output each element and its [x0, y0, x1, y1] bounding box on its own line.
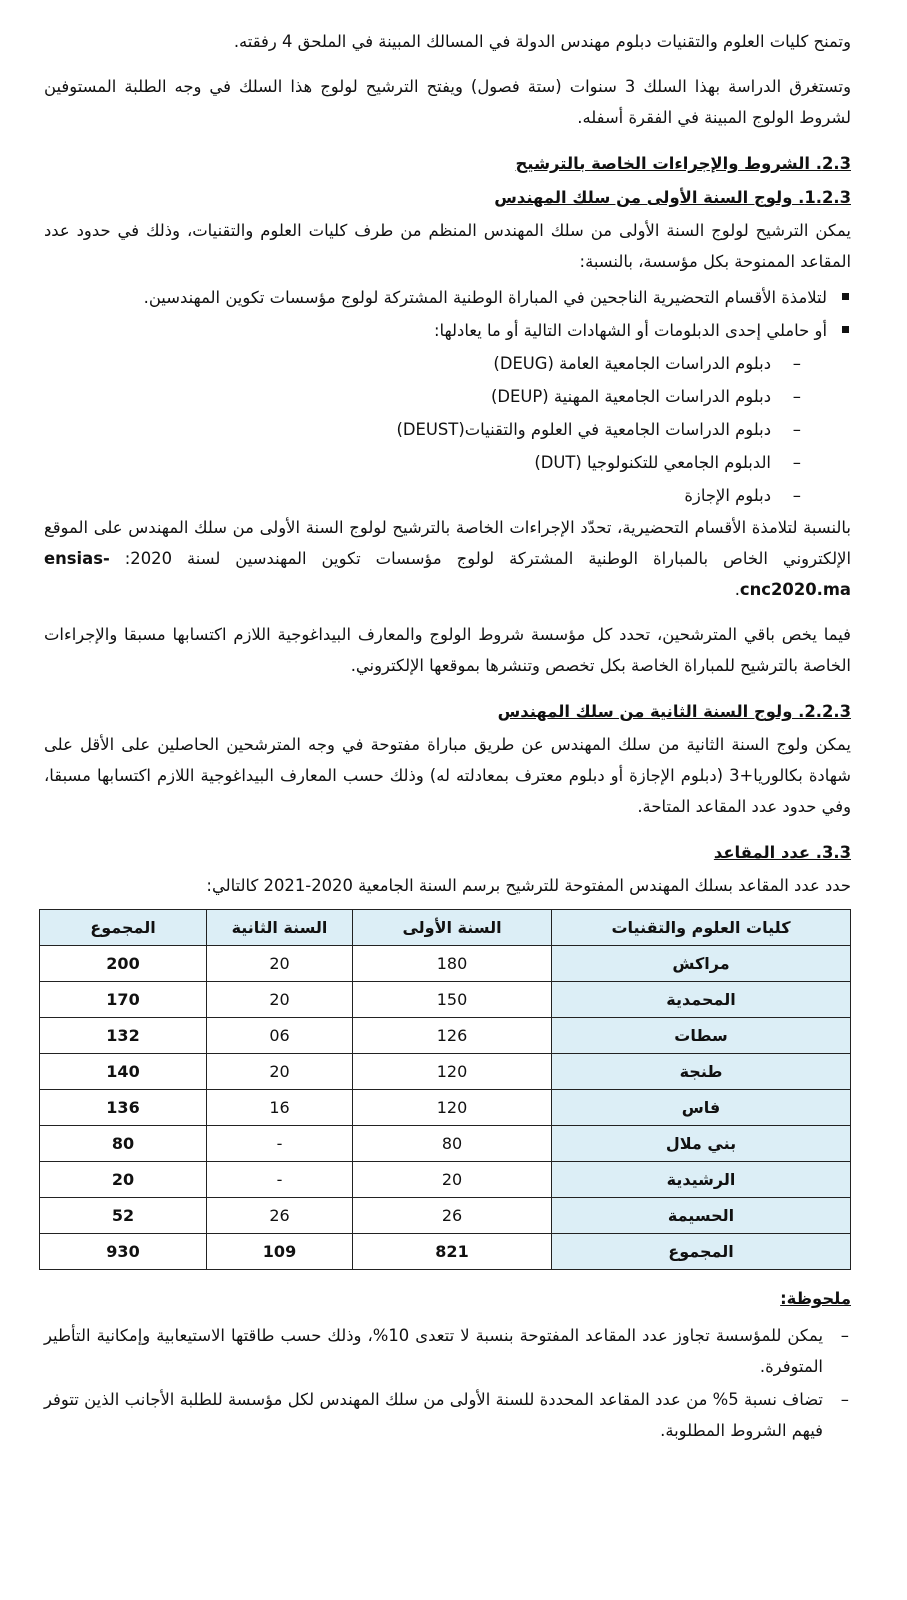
- other-candidates-paragraph: فيما يخص باقي المترشحين، تحدد كل مؤسسة شروط الولوج والمعارف البيداغوجية اللازم اكتسابها مسبقا والإجراءات الخاصة بالترشيح للمباراة الخاصة بكل تخصص وتنشرها بموقعها الإلكتروني.: [44, 625, 851, 675]
- column-header: السنة الأولى: [353, 910, 552, 946]
- diploma-item: – دبلوم الإجازة: [44, 479, 771, 512]
- table-row: [40, 1198, 851, 1234]
- table-header-row: [40, 910, 851, 946]
- seats-table: [39, 909, 851, 1270]
- first-year-seats: 20: [353, 1162, 552, 1198]
- first-year-paragraph: يمكن الترشيح لولوج السنة الأولى من سلك المهندس المنظم من طرف كليات العلوم والتقنيات، وذلك في حدود عدد المقاعد الممنوحة بكل مؤسسة، بالنسبة:: [44, 221, 851, 271]
- total-seats: 80: [40, 1126, 207, 1162]
- eligibility-item: لتلامذة الأقسام التحضيرية الناجحين في المباراة الوطنية المشتركة لولوج مؤسسات تكوين المهندسين.: [44, 281, 827, 314]
- faculty-name: بني ملال: [552, 1126, 851, 1162]
- first-year-seats: 80: [353, 1126, 552, 1162]
- table-row: [40, 1018, 851, 1054]
- subsection-heading-second-year: 2.2.3. ولوج السنة الثانية من سلك المهندس: [497, 702, 851, 721]
- table-row: [40, 1126, 851, 1162]
- total-seats: 140: [40, 1054, 207, 1090]
- total-seats: 200: [40, 946, 207, 982]
- subsection-heading-first-year: 1.2.3. ولوج السنة الأولى من سلك المهندس: [494, 188, 851, 207]
- second-year-seats: -: [207, 1162, 353, 1198]
- note-item: – يمكن للمؤسسة تجاوز عدد المقاعد المفتوحة بنسبة لا تتعدى 10%، وذلك حسب طاقتها الاستيعابية وإمكانية التأطير المتوفرة.: [44, 1320, 823, 1382]
- seats-intro: حدد عدد المقاعد بسلك المهندس المفتوحة للترشيح برسم السنة الجامعية 2020-2021 كالتالي:: [206, 876, 851, 895]
- second-year-seats: 20: [207, 1054, 353, 1090]
- table-row: [40, 946, 851, 982]
- first-year-seats: 150: [353, 982, 552, 1018]
- prep-classes-paragraph: بالنسبة لتلامذة الأقسام التحضيرية، تحدّد الإجراءات الخاصة بالترشيح لولوج السنة الأولى من سلك المهندس على الموقع الإلكتروني الخاص بالمباراة الوطنية المشتركة لولوج مؤسسات تكوين المهندسين لسنة 2020: ensias-cnc2020.ma.: [44, 518, 852, 599]
- table-row: [40, 1162, 851, 1198]
- diploma-item: – دبلوم الدراسات الجامعية العامة (DEUG): [44, 347, 771, 380]
- column-header: السنة الثانية: [207, 910, 353, 946]
- faculty-name: الرشيدية: [552, 1162, 851, 1198]
- second-year-seats: 26: [207, 1198, 353, 1234]
- first-year-total: 821: [353, 1234, 552, 1270]
- second-year-seats: 06: [207, 1018, 353, 1054]
- table-row: [40, 1054, 851, 1090]
- first-year-seats: 120: [353, 1090, 552, 1126]
- diploma-item: – دبلوم الدراسات الجامعية المهنية (DEUP): [44, 380, 771, 413]
- intro-paragraph-1: وتمنح كليات العلوم والتقنيات دبلوم مهندس الدولة في المسالك المبينة في الملحق 4 رفقته.: [233, 32, 851, 51]
- faculty-name: المحمدية: [552, 982, 851, 1018]
- column-header: كليات العلوم والتقنيات: [552, 910, 851, 946]
- faculty-name: طنجة: [552, 1054, 851, 1090]
- second-year-seats: 16: [207, 1090, 353, 1126]
- section-heading-seats: 3.3. عدد المقاعد: [713, 843, 851, 862]
- diploma-item: – دبلوم الدراسات الجامعية في العلوم والتقنيات(DEUST): [44, 413, 771, 446]
- total-seats: 170: [40, 982, 207, 1018]
- cnc-website-link[interactable]: ensias-cnc2020.ma: [44, 549, 851, 599]
- notes-list: [44, 1320, 851, 1446]
- total-seats: 52: [40, 1198, 207, 1234]
- second-year-seats: -: [207, 1126, 353, 1162]
- second-year-seats: 20: [207, 946, 353, 982]
- diploma-item: – الدبلوم الجامعي للتكنولوجيا (DUT): [44, 446, 771, 479]
- intro-paragraph-2: وتستغرق الدراسة بهذا السلك 3 سنوات (ستة فصول) ويفتح الترشيح لولوج هذا السلك في وجه الطلبة المستوفين لشروط الولوج المبينة في الفقرة أسفله.: [44, 77, 851, 127]
- column-header: المجموع: [40, 910, 207, 946]
- notes-heading: ملحوظة:: [780, 1289, 851, 1308]
- eligibility-list: [44, 281, 851, 347]
- total-seats: 132: [40, 1018, 207, 1054]
- faculty-name: فاس: [552, 1090, 851, 1126]
- second-year-total: 109: [207, 1234, 353, 1270]
- table-total-row: [40, 1234, 851, 1270]
- faculty-name: الحسيمة: [552, 1198, 851, 1234]
- faculty-name: مراكش: [552, 946, 851, 982]
- first-year-seats: 120: [353, 1054, 552, 1090]
- first-year-seats: 180: [353, 946, 552, 982]
- total-seats: 136: [40, 1090, 207, 1126]
- table-row: [40, 982, 851, 1018]
- total-label: المجموع: [552, 1234, 851, 1270]
- eligibility-item: أو حاملي إحدى الدبلومات أو الشهادات التالية أو ما يعادلها:: [44, 314, 827, 347]
- total-seats: 20: [40, 1162, 207, 1198]
- first-year-seats: 126: [353, 1018, 552, 1054]
- faculty-name: سطات: [552, 1018, 851, 1054]
- note-item: – تضاف نسبة 5% من عدد المقاعد المحددة للسنة الأولى من سلك المهندس لكل مؤسسة للطلبة الأجانب الذين تتوفر فيهم الشروط المطلوبة.: [44, 1384, 823, 1446]
- grand-total: 930: [40, 1234, 207, 1270]
- diploma-list: [44, 347, 851, 512]
- second-year-seats: 20: [207, 982, 353, 1018]
- prep-classes-text: بالنسبة لتلامذة الأقسام التحضيرية، تحدّد الإجراءات الخاصة بالترشيح لولوج السنة الأولى من سلك المهندس على الموقع الإلكتروني الخاص بالمباراة الوطنية المشتركة لولوج مؤسسات تكوين المهندسين لسنة 2020:: [44, 518, 852, 568]
- first-year-seats: 26: [353, 1198, 552, 1234]
- section-heading-conditions: 2.3. الشروط والإجراءات الخاصة بالترشيح: [515, 154, 851, 173]
- second-year-paragraph: يمكن ولوج السنة الثانية من سلك المهندس عن طريق مباراة مفتوحة في وجه المترشحين الحاصلين على الأقل على شهادة بكالوريا+3 (دبلوم الإجازة أو دبلوم معترف بمعادلته له) وذلك حسب المعارف البيداغوجية اللازم اكتسابها مسبقا، وفي حدود عدد المقاعد المتاحة.: [44, 735, 851, 816]
- table-row: [40, 1090, 851, 1126]
